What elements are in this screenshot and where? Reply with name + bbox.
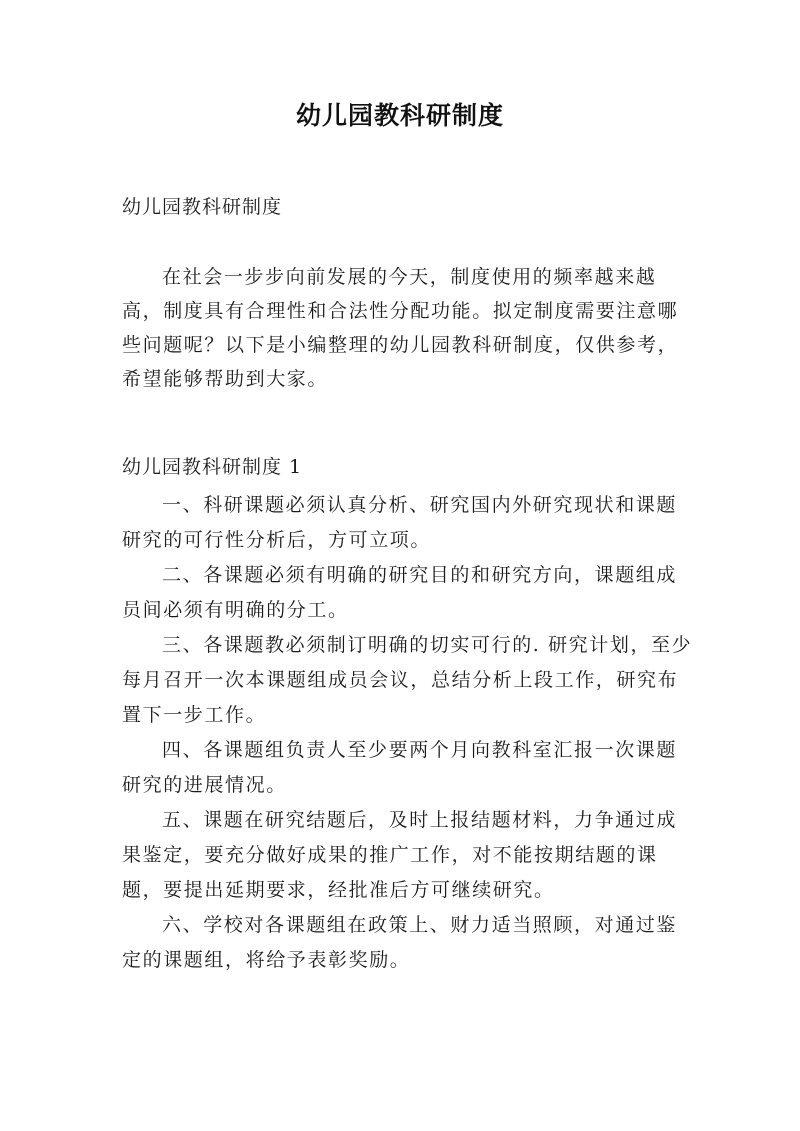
rule-list — [122, 488, 694, 978]
intro-paragraph: 在社会一步步向前发展的今天，制度使用的频率越来越高，制度具有合理性和合法性分配功能。拟定制度需要注意哪些问题呢？以下是小编整理的幼儿园教科研制度，仅供参考，希望能够帮助到大家。 — [122, 266, 679, 390]
rule-item: 六、学校对各课题组在政策上、财力适当照顾，对通过鉴定的课题组，将给予表彰奖励。 — [122, 914, 678, 971]
rule-item: 五、课题在研究结题后，及时上报结题材料，力争通过成果鉴定，要充分做好成果的推广工作，对不能按期结题的课题，要提出延期要求，经批准后方可继续研究。 — [122, 809, 678, 901]
page-title: 幼儿园教科研制度 — [295, 101, 504, 130]
rule-item: 四、各课题组负责人至少要两个月向教科室汇报一次课题研究的进展情况。 — [122, 739, 678, 796]
rule-item: 二、各课题必须有明确的研究目的和研究方向，课题组成员间必须有明确的分工。 — [122, 564, 678, 621]
rule-item: 三、各课题教必须制订明确的切实可行的. 研究计划，至少每月召开一次本课题组成员会议，总结分析上段工作，研究布置下一步工作。 — [122, 634, 693, 726]
rule-item: 一、科研课题必须认真分析、研究国内外研究现状和课题研究的可行性分析后，方可立项。 — [122, 494, 678, 551]
document-subtitle: 幼儿园教科研制度 — [122, 196, 283, 218]
section-heading: 幼儿园教科研制度 1 — [122, 456, 303, 478]
